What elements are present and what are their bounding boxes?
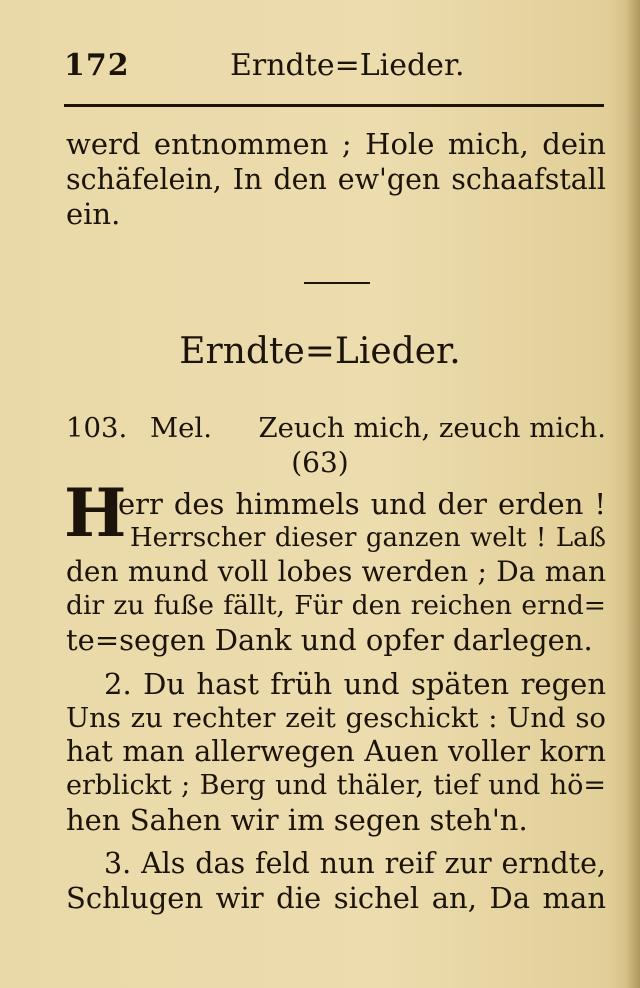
page-number: 172 xyxy=(64,48,130,83)
running-head: Erndte=Lieder. xyxy=(230,48,465,83)
melody-name: Zeuch mich, zeuch mich. xyxy=(258,412,606,444)
verse-line: Herrscher dieser ganzen welt ! Laß xyxy=(130,523,606,553)
tune-reference: (63) xyxy=(291,446,349,479)
verse-line: 2. Du hast früh und späten regen xyxy=(104,667,606,701)
prev-hymn-line: ein. xyxy=(66,197,121,231)
section-title: Erndte=Lieder. xyxy=(179,331,461,372)
verse-line: erblickt ; Berg und thäler, tief und hö= xyxy=(66,770,606,801)
hymn-number: 103. xyxy=(66,412,128,444)
verse-line: 3. Als das feld nun reif zur erndte, xyxy=(104,847,606,880)
verse-line: hat man allerwegen Auen voller korn xyxy=(66,735,606,768)
page-header xyxy=(64,48,604,94)
verse-line: den mund voll lobes werden ; Da man xyxy=(66,555,606,588)
prev-hymn-line: schäfelein, In den ew'gen schaafstall xyxy=(66,163,606,196)
verse-line: err des himmels und der erden ! xyxy=(118,487,606,521)
drop-cap: H xyxy=(64,474,127,552)
verse-line: hen Sahen wir im segen steh'n. xyxy=(66,803,528,837)
prev-hymn-line: werd entnommen ; Hole mich, dein xyxy=(66,127,606,161)
verse-line: te=segen Dank und opfer darlegen. xyxy=(66,623,593,657)
verse-line: Uns zu rechter zeit geschickt : Und so xyxy=(66,702,606,734)
verse-line: Schlugen wir die sichel an, Da man xyxy=(66,881,606,915)
section-divider xyxy=(304,282,370,284)
melody-label: Mel. xyxy=(150,412,212,444)
header-rule xyxy=(64,104,604,107)
page-edge-shadow xyxy=(626,0,640,988)
verse-line: dir zu fuße fällt, Für den reichen ernd= xyxy=(66,590,606,621)
